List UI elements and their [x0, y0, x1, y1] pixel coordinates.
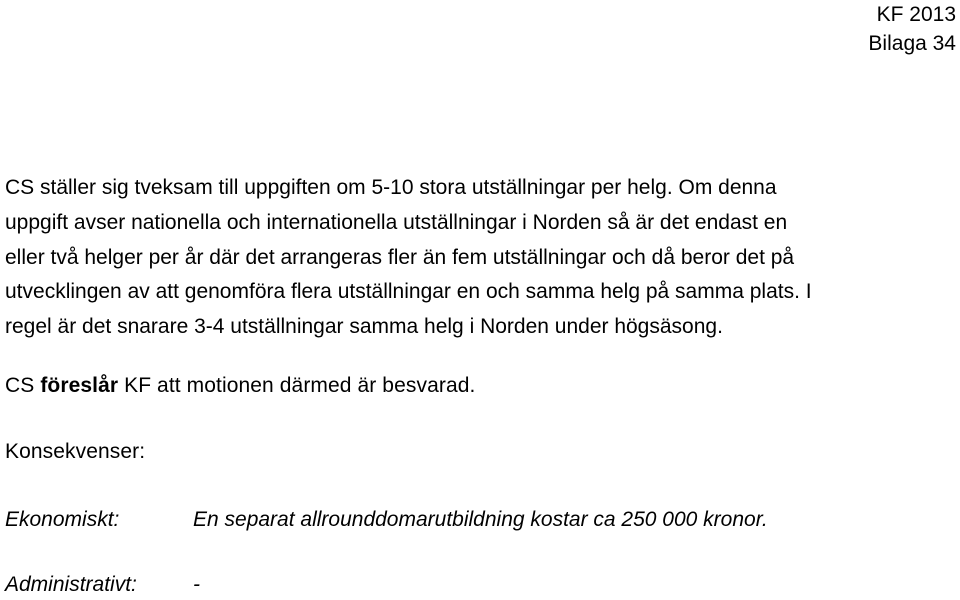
administrative-label: Administrativt:: [5, 573, 137, 596]
header-reference: KF 2013: [876, 3, 956, 26]
paragraph-line: uppgift avser nationella och internationella utställningar i Norden så är det endast en: [5, 210, 788, 234]
header-appendix: Bilaga 34: [868, 32, 956, 55]
paragraph-statement: [5, 171, 955, 345]
paragraph-line: utvecklingen av att genomföra flera utställningar en och samma helg på samma plats. I: [5, 280, 812, 304]
proposal-verb: föreslår: [40, 374, 119, 397]
consequences-heading: Konsekvenser:: [5, 440, 146, 463]
economic-value: En separat allrounddomarutbildning kostar ca 250 000 kronor.: [193, 508, 768, 531]
economic-label: Ekonomiskt:: [5, 508, 120, 531]
proposal-suffix: KF att motionen därmed är besvarad.: [118, 374, 476, 397]
paragraph-line: regel är det snarare 3-4 utställningar samma helg i Norden under högsäsong.: [5, 315, 723, 339]
paragraph-line: eller två helger per år där det arrangeras fler än fem utställningar och då beror det på: [5, 245, 795, 269]
document-header: [868, 0, 956, 58]
paragraph-line: CS ställer sig tveksam till uppgiften om 5-10 stora utställningar per helg. Om denna: [5, 176, 777, 199]
administrative-value: -: [193, 573, 200, 596]
proposal-paragraph: [5, 369, 955, 404]
economic-row: [5, 505, 768, 535]
proposal-prefix: CS: [5, 374, 41, 397]
administrative-row: [5, 570, 200, 600]
